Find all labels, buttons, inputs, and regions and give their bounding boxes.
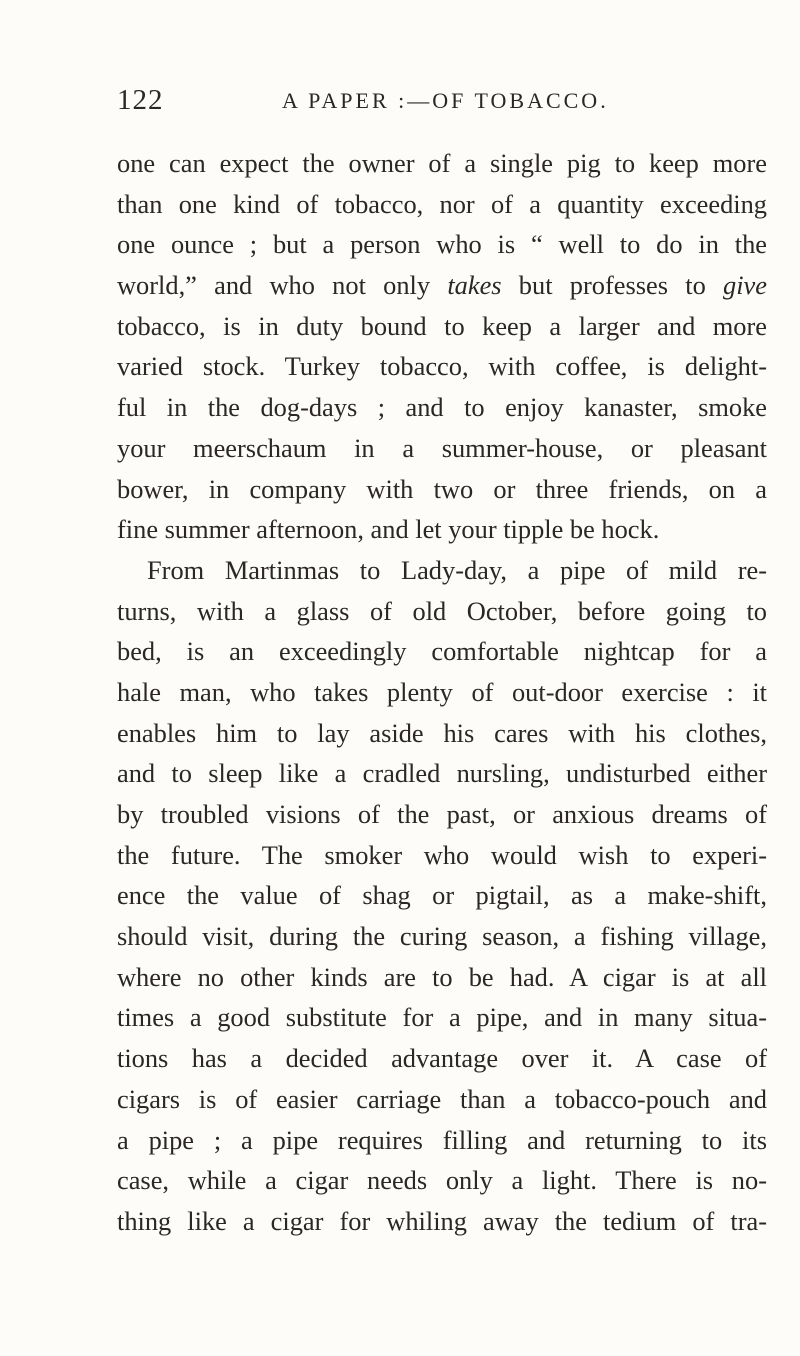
text-line: a pipe ; a pipe requires filling and returning to its	[117, 1124, 767, 1155]
text-line: by troubled visions of the past, or anxious dreams of	[117, 799, 767, 829]
running-title: A PAPER :—OF TOBACCO.	[282, 88, 609, 113]
italic-word-give: give	[723, 270, 767, 301]
page-header	[117, 84, 767, 124]
text-line: should visit, during the curing season, a fishing village,	[117, 921, 767, 952]
text-line: bower, in company with two or three friends, on a	[117, 473, 767, 504]
page-number: 122	[117, 84, 164, 116]
text-line: times a good substitute for a pipe, and in many situa-	[117, 1002, 767, 1033]
text-line: varied stock. Turkey tobacco, with coffee, is delight-	[117, 351, 767, 382]
text-line: enables him to lay aside his cares with his clothes,	[117, 717, 767, 748]
text-line: ful in the dog-days ; and to enjoy kanaster, smoke	[117, 392, 767, 423]
text-line: case, while a cigar needs only a light. There is no-	[117, 1165, 767, 1196]
text-line: tobacco, is in duty bound to keep a larger and more	[117, 310, 767, 341]
paragraph-start-line: From Martinmas to Lady-day, a pipe of mild re-	[147, 554, 767, 585]
text-line: thing like a cigar for whiling away the tedium of tra-	[117, 1205, 767, 1236]
text-line: one ounce ; but a person who is “ well to do in the	[117, 229, 767, 260]
italic-word-takes: takes	[447, 270, 502, 301]
text-line: your meerschaum in a summer-house, or pleasant	[117, 432, 767, 463]
text-line: than one kind of tobacco, nor of a quantity exceeding	[117, 188, 767, 219]
text-line: cigars is of easier carriage than a tobacco-pouch and	[117, 1083, 767, 1114]
text-line: fine summer afternoon, and let your tipple be hock.	[117, 514, 660, 545]
text-line: turns, with a glass of old October, before going to	[117, 595, 767, 626]
text-fragment: but professes to	[501, 270, 724, 301]
text-line: and to sleep like a cradled nursling, undisturbed either	[117, 758, 767, 789]
text-line: where no other kinds are to be had. A cigar is at all	[117, 961, 767, 992]
text-line: ence the value of shag or pigtail, as a make-shift,	[117, 880, 767, 911]
text-fragment: world,” and who not only	[117, 270, 448, 301]
text-line: bed, is an exceedingly comfortable nightcap for a	[117, 636, 767, 667]
text-line: one can expect the owner of a single pig to keep more	[117, 148, 767, 178]
text-line: tions has a decided advantage over it. A case of	[117, 1043, 767, 1074]
text-line: hale man, who takes plenty of out-door exercise : it	[117, 676, 767, 707]
text-line: the future. The smoker who would wish to experi-	[117, 839, 767, 870]
body-text	[117, 143, 767, 1242]
text-line	[117, 265, 767, 306]
